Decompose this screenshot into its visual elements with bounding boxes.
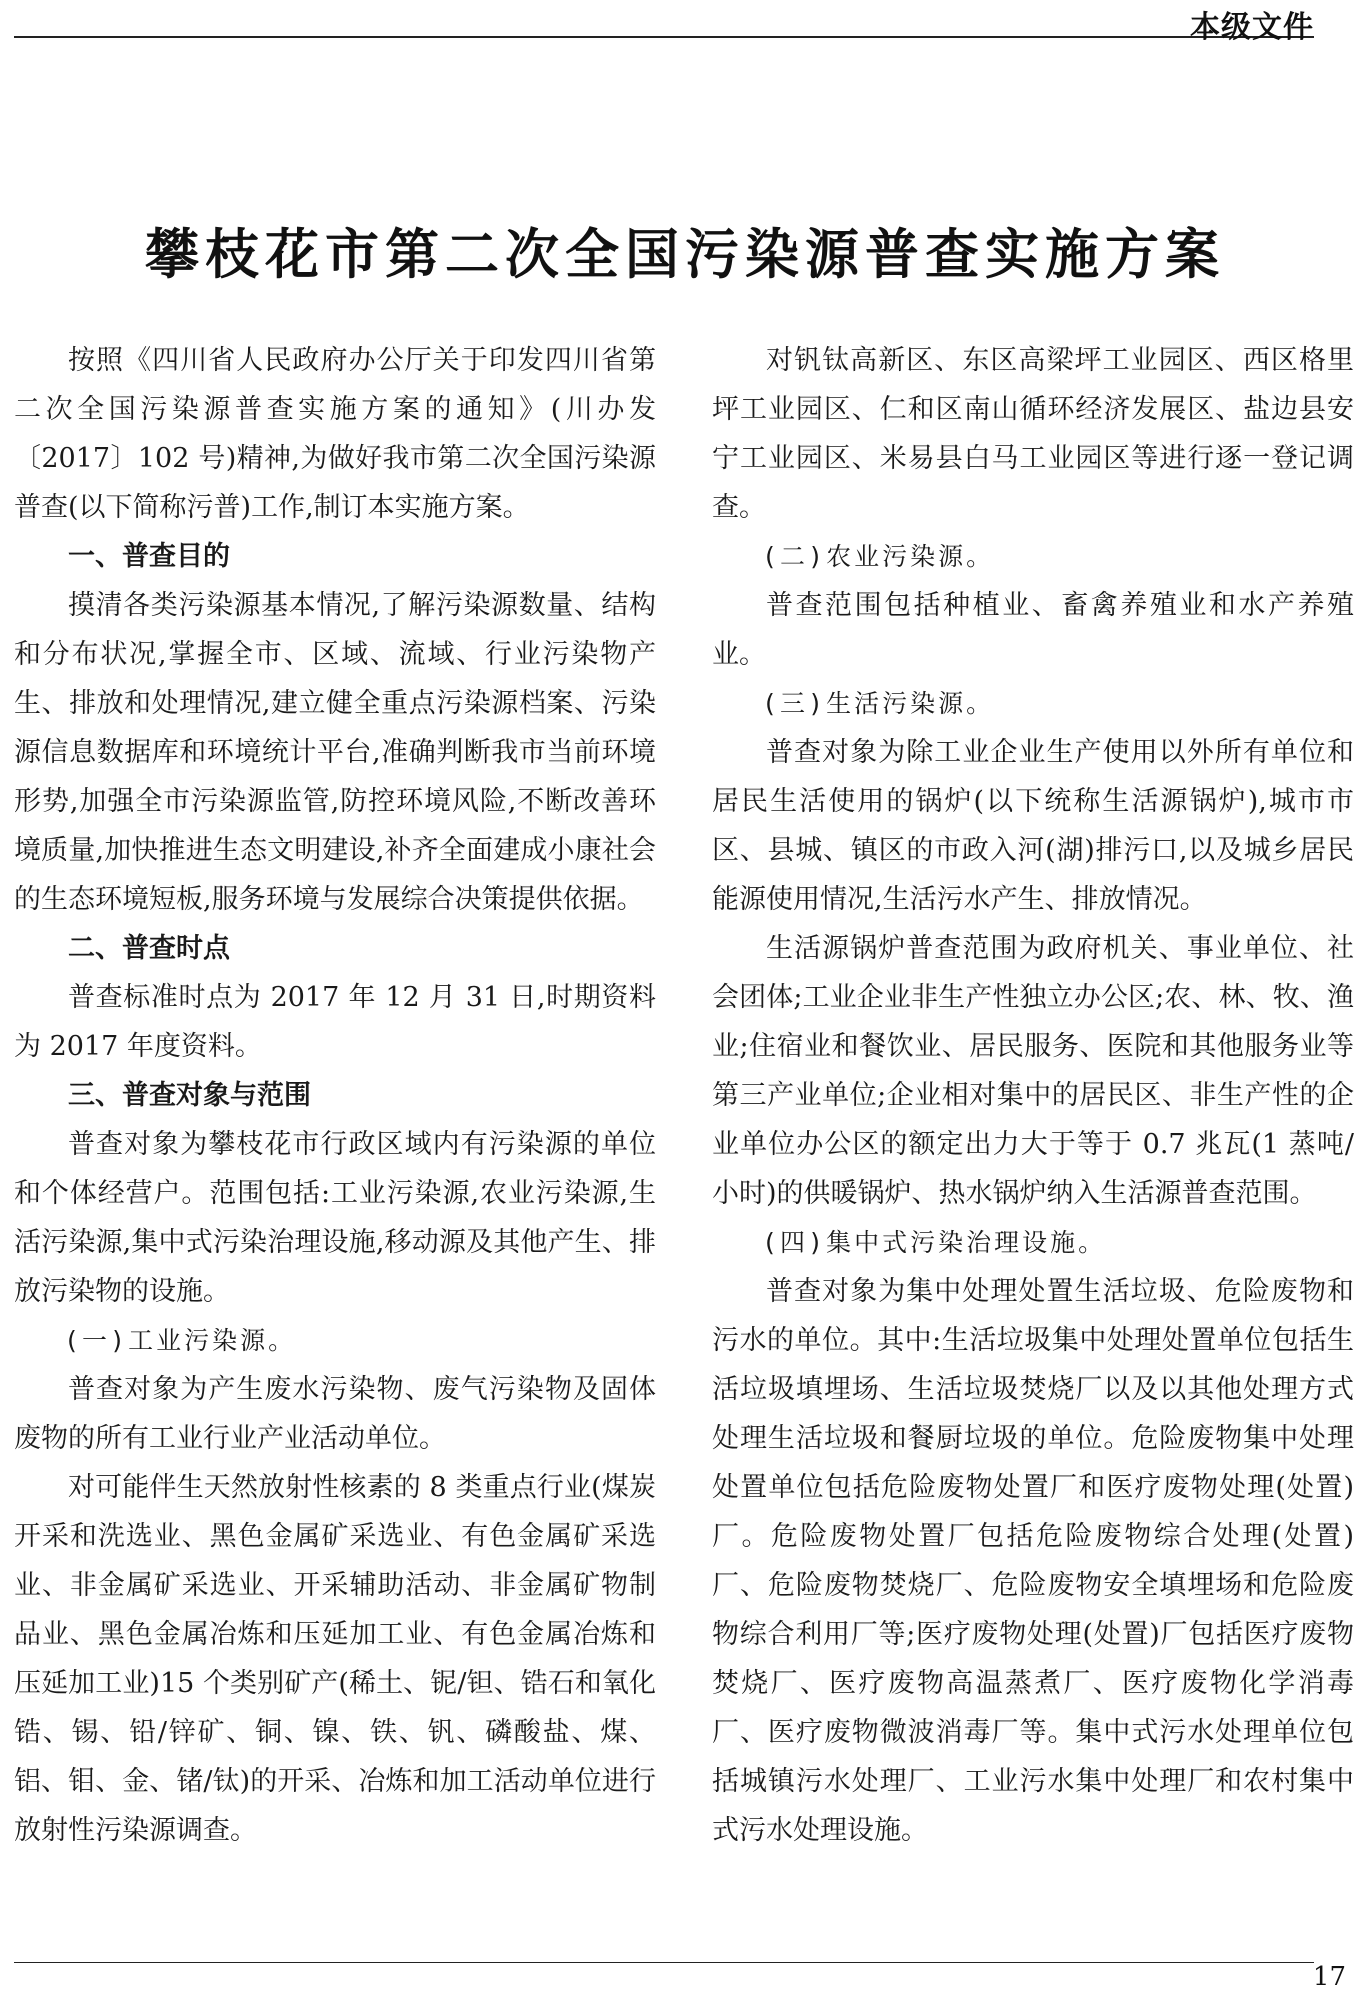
section-heading-purpose: 一、普查目的 xyxy=(68,541,230,572)
right-column xyxy=(712,336,1354,1855)
intro-paragraph: 按照《四川省人民政府办公厅关于印发四川省第二次全国污染源普查实施方案的通知》(川办发〔2017〕102 号)精神,为做好我市第二次全国污染源普查(以下简称污普)工作,制订本实施方案。 xyxy=(14,345,656,523)
subheading-centralized: (四)集中式污染治理设施。 xyxy=(762,1228,1107,1257)
industrial-paragraph: 普查对象为产生废水污染物、废气污染物及固体废物的所有工业行业产业活动单位。 xyxy=(14,1374,656,1454)
section-heading-time: 二、普查时点 xyxy=(68,933,230,964)
header-rule xyxy=(14,36,1314,38)
subheading-domestic: (三)生活污染源。 xyxy=(762,689,995,718)
purpose-paragraph: 摸清各类污染源基本情况,了解污染源数量、结构和分布状况,掌握全市、区域、流域、行业污染物产生、排放和处理情况,建立健全重点污染源档案、污染源信息数据库和环境统计平台,准确判断我市当前环境形势,加强全市污染源监管,防控环境风险,不断改善环境质量,加快推进生态文明建设,补齐全面建成小康社会的生态环境短板,服务环境与发展综合决策提供依据。 xyxy=(14,590,656,915)
document-title: 攀枝花市第二次全国污染源普查实施方案 xyxy=(145,223,1225,287)
section-heading-scope: 三、普查对象与范围 xyxy=(68,1080,311,1111)
boiler-paragraph: 生活源锅炉普查范围为政府机关、事业单位、社会团体;工业企业非生产性独立办公区;农、林、牧、渔业;住宿业和餐饮业、居民服务、医院和其他服务业等第三产业单位;企业相对集中的居民区、非生产性的企业单位办公区的额定出力大于等于 0.7 兆瓦(1 蒸吨/小时)的供暖锅炉、热水锅炉纳入生活源普查范围。 xyxy=(712,933,1354,1209)
domestic-paragraph: 普查对象为除工业企业生产使用以外所有单位和居民生活使用的锅炉(以下统称生活源锅炉),城市市区、县城、镇区的市政入河(湖)排污口,以及城乡居民能源使用情况,生活污水产生、排放情况。 xyxy=(712,737,1354,915)
section-tag: 本级文件 xyxy=(1190,10,1314,45)
subheading-agricultural: (二)农业污染源。 xyxy=(762,542,995,571)
subheading-industrial: (一)工业污染源。 xyxy=(64,1326,297,1355)
page-number: 17 xyxy=(1312,1962,1346,1992)
agricultural-paragraph: 普查范围包括种植业、畜禽养殖业和水产养殖业。 xyxy=(712,590,1354,670)
radioactive-paragraph: 对可能伴生天然放射性核素的 8 类重点行业(煤炭开采和洗选业、黑色金属矿采选业、有色金属矿采选业、非金属矿采选业、开采辅助活动、非金属矿物制品业、黑色金属冶炼和压延加工业、有色金属冶炼和压延加工业)15 个类别矿产(稀土、铌/钽、锆石和氧化锆、锡、铅/锌矿、铜、镍、铁、钒、磷酸盐、煤、铝、钼、金、锗/钛)的开采、冶炼和加工活动单位进行放射性污染源调查。 xyxy=(14,1472,656,1846)
left-column xyxy=(14,336,656,1855)
time-paragraph: 普查标准时点为 2017 年 12 月 31 日,时期资料为 2017 年度资料。 xyxy=(14,982,656,1062)
scope-paragraph: 普查对象为攀枝花市行政区域内有污染源的单位和个体经营户。范围包括:工业污染源,农业污染源,生活污染源,集中式污染治理设施,移动源及其他产生、排放污染物的设施。 xyxy=(14,1129,656,1307)
footer-rule xyxy=(14,1962,1314,1963)
centralized-paragraph: 普查对象为集中处理处置生活垃圾、危险废物和污水的单位。其中:生活垃圾集中处理处置单位包括生活垃圾填埋场、生活垃圾焚烧厂以及以其他处理方式处理生活垃圾和餐厨垃圾的单位。危险废物集中处理处置单位包括危险废物处置厂和医疗废物处理(处置)厂。危险废物处置厂包括危险废物综合处理(处置)厂、危险废物焚烧厂、危险废物安全填埋场和危险废物综合利用厂等;医疗废物处理(处置)厂包括医疗废物焚烧厂、医疗废物高温蒸煮厂、医疗废物化学消毒厂、医疗废物微波消毒厂等。集中式污水处理单位包括城镇污水处理厂、工业污水集中处理厂和农村集中式污水处理设施。 xyxy=(712,1276,1354,1846)
park-registration-paragraph: 对钒钛高新区、东区高梁坪工业园区、西区格里坪工业园区、仁和区南山循环经济发展区、盐边县安宁工业园区、米易县白马工业园区等进行逐一登记调查。 xyxy=(712,345,1354,523)
